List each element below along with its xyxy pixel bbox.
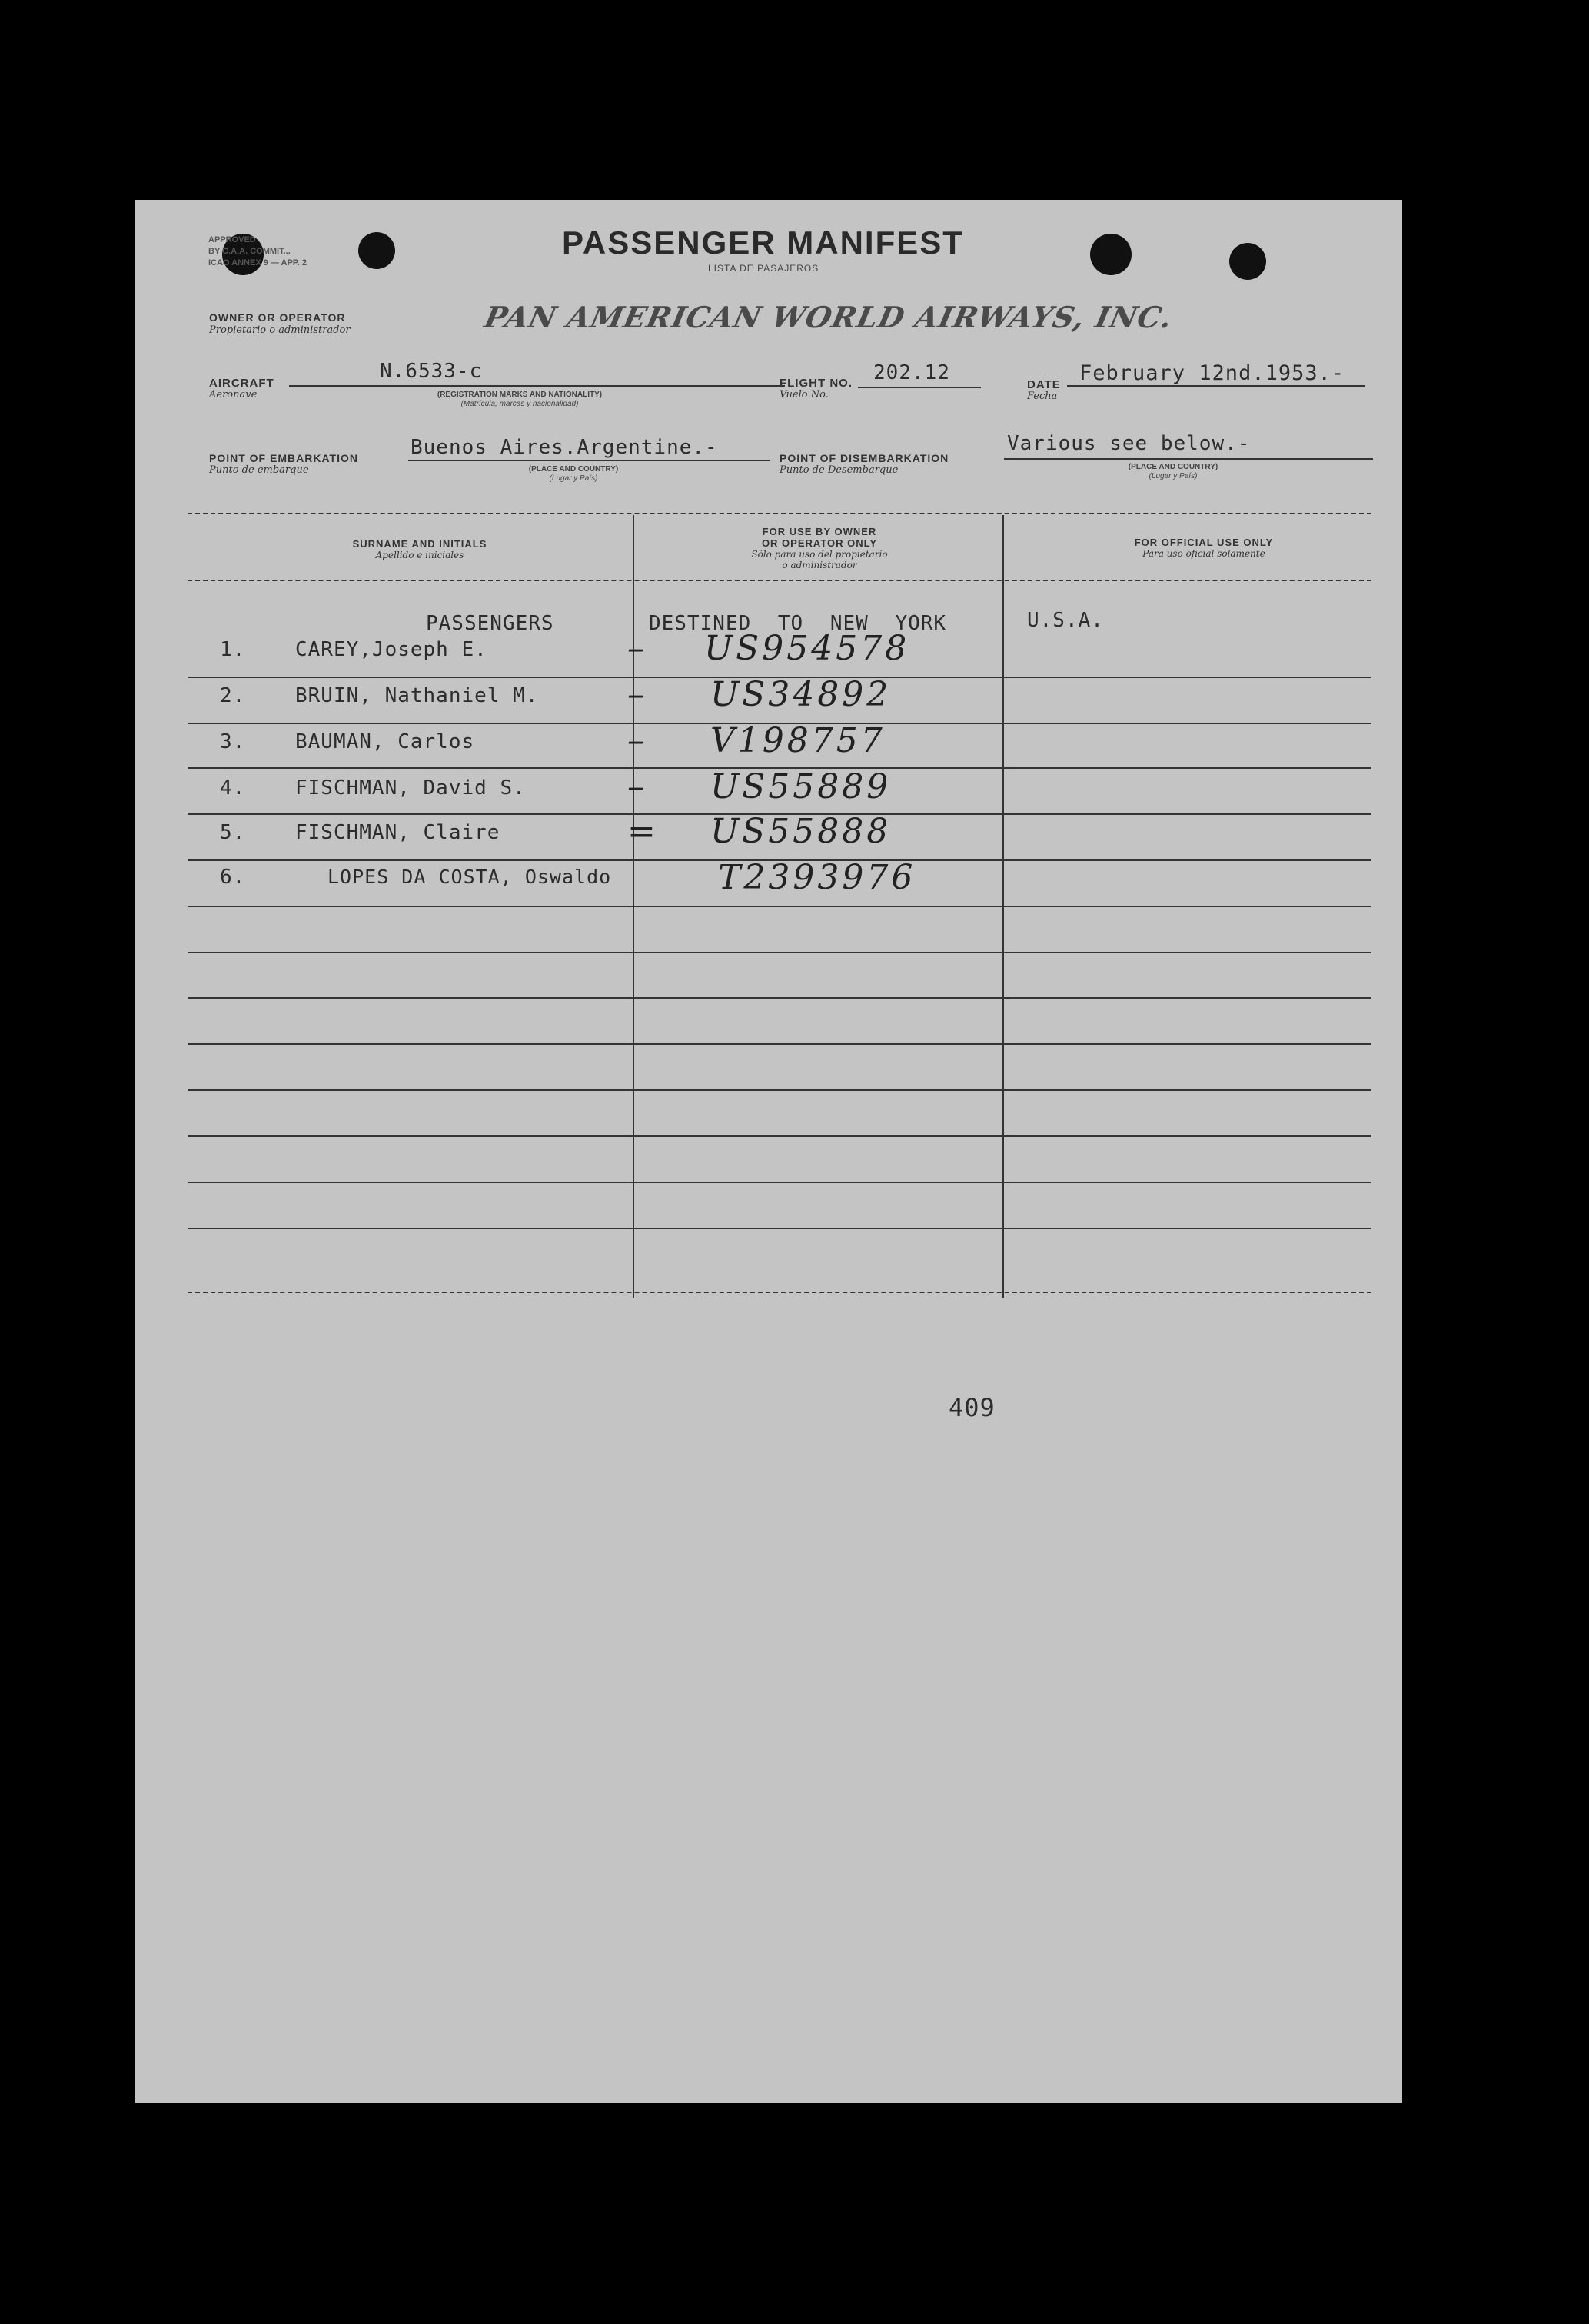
document-number: US34892	[710, 675, 892, 714]
flight-value: 202.12	[873, 361, 950, 384]
row-number: 6.	[220, 866, 246, 889]
row-rule	[188, 1135, 1371, 1137]
document-number: US954578	[704, 629, 910, 668]
document-number: V198757	[710, 721, 886, 760]
row-number: 5.	[220, 821, 246, 844]
column-header-owner-use-es: Sólo para uso del propietario	[751, 549, 888, 560]
column-header-surname-en: SURNAME AND INITIALS	[352, 538, 487, 550]
visa-mark: =	[627, 812, 659, 851]
place-note-en: (PLACE AND COUNTRY)	[528, 465, 619, 474]
place-note-en: (PLACE AND COUNTRY)	[1128, 463, 1218, 471]
column-header-official-use	[1058, 537, 1350, 559]
row-rule	[188, 1043, 1371, 1045]
row-number: 1.	[220, 638, 246, 661]
punch-hole-left-2	[358, 232, 395, 269]
visa-mark: –	[627, 629, 647, 668]
place-note-es: (Lugar y País)	[1149, 472, 1198, 480]
embarkation-value: Buenos Aires.Argentine.-	[411, 436, 718, 459]
destination-note: DESTINED TO NEW YORK	[649, 612, 947, 635]
row-rule	[188, 1228, 1371, 1229]
visa-mark: –	[627, 675, 647, 714]
column-header-surname	[274, 538, 566, 560]
aircraft-label: AIRCRAFT	[209, 377, 274, 390]
destination-country: U.S.A.	[1027, 609, 1104, 632]
date-value: February 12nd.1953.-	[1079, 361, 1345, 385]
manifest-page	[135, 200, 1402, 2103]
passenger-name: BAUMAN, Carlos	[295, 730, 475, 753]
table-top-rule	[188, 513, 1371, 514]
place-note-es: (Lugar y País)	[549, 474, 598, 483]
manifest-title-es: LISTA DE PASAJEROS	[708, 263, 819, 274]
registration-note-es: (Matrícula, marcas y nacionalidad)	[460, 400, 579, 408]
column-header-owner-use	[696, 526, 942, 570]
row-rule	[188, 952, 1371, 953]
embarkation-underline	[408, 460, 770, 461]
column-header-owner-use-en: FOR USE BY OWNER	[762, 526, 877, 537]
passenger-name: FISCHMAN, Claire	[295, 821, 500, 844]
date-underline	[1067, 385, 1365, 387]
approved-stamp-line: BY C.A.A. COMMIT...	[208, 247, 291, 256]
row-number: 2.	[220, 684, 246, 707]
table-bottom-rule	[188, 1292, 1371, 1293]
row-rule	[188, 1089, 1371, 1091]
disembarkation-underline	[1004, 458, 1373, 460]
date-label-es: Fecha	[1027, 391, 1058, 402]
visa-mark: –	[627, 721, 647, 760]
disembarkation-label-es: Punto de Desembarque	[780, 464, 899, 476]
passengers-heading: PASSENGERS	[426, 612, 554, 635]
registration-note-en: (REGISTRATION MARKS AND NATIONALITY)	[437, 391, 603, 399]
row-number: 4.	[220, 776, 246, 800]
passenger-name: LOPES DA COSTA, Oswaldo	[327, 866, 612, 888]
passenger-name: CAREY,Joseph E.	[295, 638, 487, 661]
disembarkation-place-note	[1089, 463, 1258, 481]
visa-mark: –	[627, 767, 647, 806]
row-rule	[188, 906, 1371, 907]
passenger-name: FISCHMAN, David S.	[295, 776, 526, 800]
column-header-official-use-es: Para uso oficial solamente	[1142, 548, 1265, 559]
embarkation-label: POINT OF EMBARKATION	[209, 452, 358, 464]
embarkation-place-note	[489, 465, 658, 484]
aircraft-label-es: Aeronave	[209, 389, 258, 401]
row-rule	[188, 997, 1371, 999]
approved-stamp-line: APPROVED	[208, 235, 256, 244]
approved-stamp	[208, 234, 307, 269]
row-rule	[188, 1182, 1371, 1183]
owner-label: OWNER OR OPERATOR	[209, 311, 346, 324]
flight-label-es: Vuelo No.	[780, 389, 829, 401]
passenger-name: BRUIN, Nathaniel M.	[295, 684, 539, 707]
embarkation-label-es: Punto de embarque	[209, 464, 309, 476]
disembarkation-value: Various see below.-	[1007, 432, 1251, 455]
column-header-owner-use-es: o administrador	[782, 560, 857, 570]
page-number: 409	[949, 1393, 996, 1422]
aircraft-value: N.6533-c	[380, 360, 483, 383]
document-number: T2393976	[718, 858, 916, 897]
punch-hole-right-2	[1229, 243, 1266, 280]
registration-note	[381, 391, 658, 409]
approved-stamp-line: ICAO ANNEX 9 — APP. 2	[208, 258, 307, 268]
operator-name: PAN AMERICAN WORLD AIRWAYS, INC.	[481, 300, 1176, 334]
document-number: US55888	[710, 812, 892, 851]
document-number: US55889	[710, 767, 892, 806]
column-header-owner-use-en: OR OPERATOR ONLY	[761, 537, 878, 549]
punch-hole-right-1	[1090, 234, 1132, 275]
aircraft-underline	[289, 385, 785, 387]
column-header-official-use-en: FOR OFFICIAL USE ONLY	[1134, 537, 1274, 548]
disembarkation-label: POINT OF DISEMBARKATION	[780, 452, 949, 464]
flight-underline	[858, 387, 981, 388]
manifest-title: PASSENGER MANIFEST	[562, 224, 964, 261]
row-number: 3.	[220, 730, 246, 753]
owner-label-es: Propietario o administrador	[209, 324, 351, 336]
column-header-surname-es: Apellido e iniciales	[375, 550, 464, 560]
table-header-rule	[188, 580, 1371, 581]
date-label: DATE	[1027, 378, 1061, 391]
flight-label: FLIGHT NO.	[780, 377, 853, 390]
